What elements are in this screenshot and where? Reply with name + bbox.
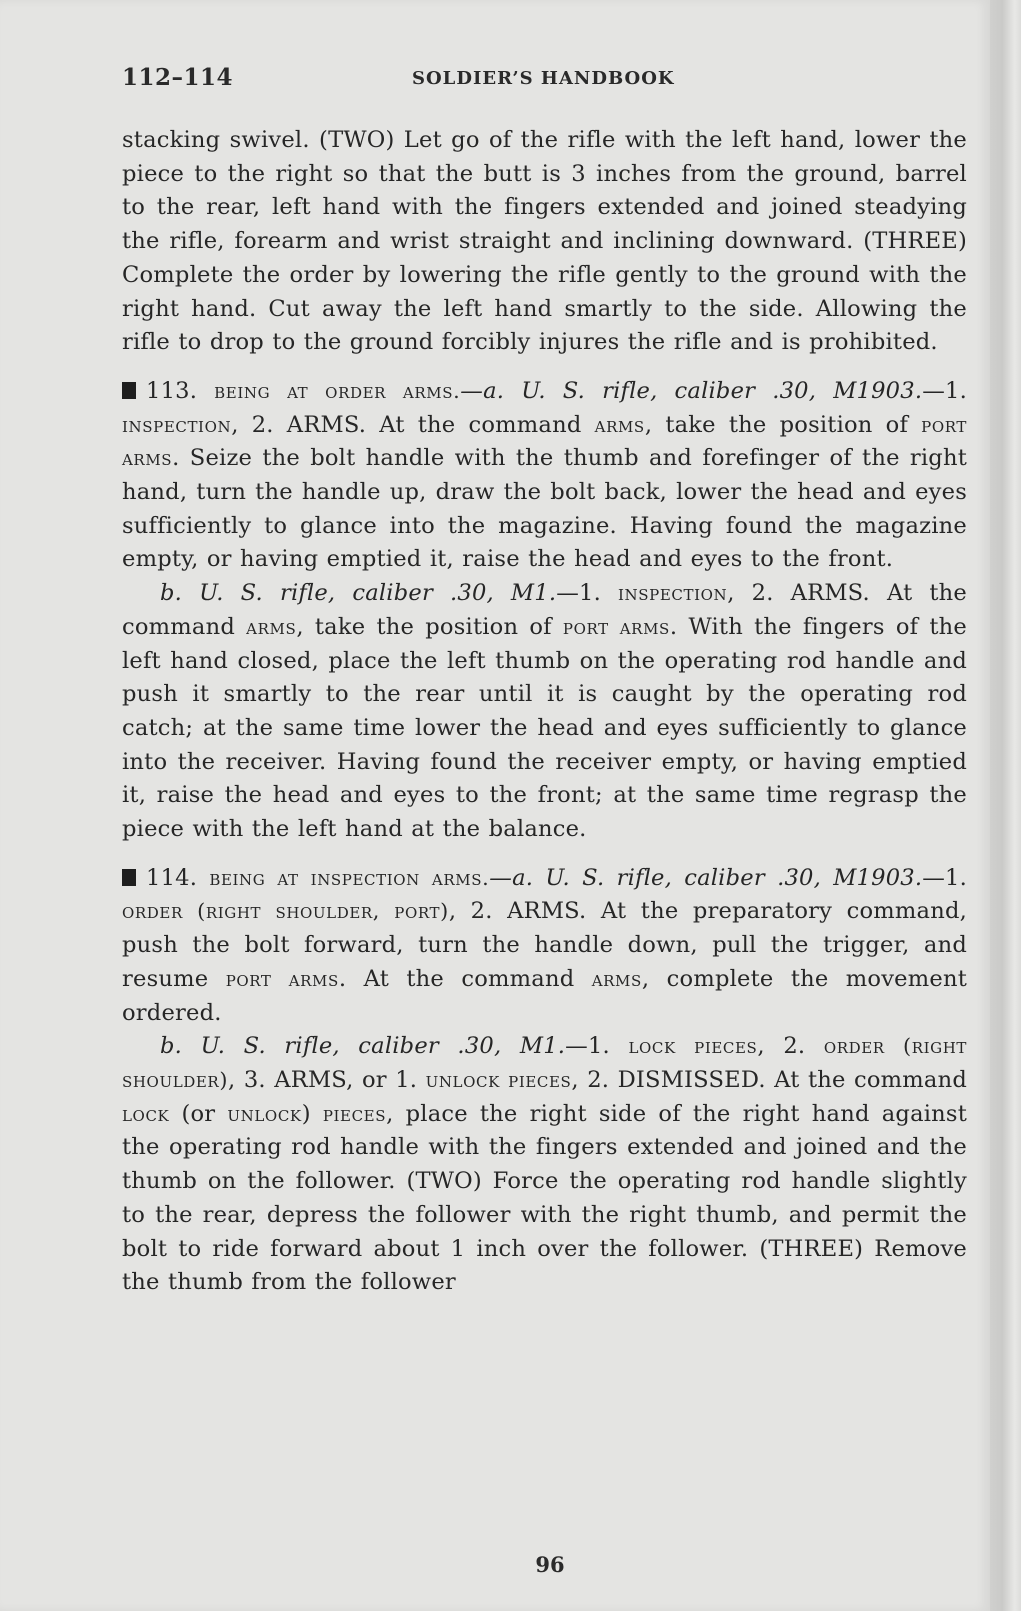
page-edge (990, 0, 1021, 1611)
subsection-label: —a. U. S. rifle, caliber .30, M1903. (489, 864, 923, 891)
command-text: lock pieces (628, 1034, 758, 1059)
command-text: inspection (618, 581, 728, 606)
section-114-a: 114. being at inspection arms.—a. U. S. rifle, caliber .30, M1903.—1. order (right shoulder, port), 2. ARMS. At the preparatory command, push the bolt forward, turn the handle down, pull the trigger, and resume port arms. At the command arms, complete the movement ordered. (122, 864, 967, 1026)
subsection-label: b. U. S. rifle, caliber .30, M1. (160, 1033, 566, 1060)
section-marker-icon (122, 869, 136, 886)
section-113-a: 113. being at order arms.—a. U. S. rifle, caliber .30, M1903.—1. inspection, 2. ARMS. At the command arms, take the position of port arms. Seize the bolt handle with the thumb and forefinger of the right hand, turn the handle up, draw the bolt back, lower the head and eyes sufficiently to glance into the magazine. Having found the magazine empty, or having emptied it, raise the head and eyes to the front. (122, 377, 967, 573)
command-text: order (right shoulder) (122, 1034, 968, 1092)
command-text: unlock pieces (425, 1067, 572, 1092)
section-number: 114. (146, 864, 198, 891)
body-text (122, 124, 967, 1300)
section-title: being at order arms. (214, 378, 461, 403)
command-text: port arms (122, 412, 967, 471)
section-number: 113. (146, 377, 198, 404)
command-text: arms (594, 412, 645, 437)
paragraph-continued: stacking swivel. (TWO) Let go of the rifle with the left hand, lower the piece to the right so that the butt is 3 inches from the ground, barrel to the rear, left hand with the fingers extended and joined steadying the rifle, forearm and wrist straight and inclining downward. (THREE) Complete the order by lowering the rifle gently to the ground with the right hand. Cut away the left hand smartly to the side. Allowing the rifle to drop to the ground forcibly injures the rifle and is prohibited. (122, 127, 967, 356)
page-number: 96 (535, 1552, 565, 1577)
subsection-label: —a. U. S. rifle, caliber .30, M1903. (460, 377, 923, 404)
command-text: pieces (322, 1101, 387, 1126)
command-text: order (right shoulder, port) (122, 899, 449, 924)
command-text: arms (591, 966, 642, 991)
page-header (122, 64, 962, 94)
running-title: SOLDIER’S HANDBOOK (412, 68, 675, 89)
command-text: port arms (225, 966, 339, 991)
section-title: being at inspection arms. (209, 865, 490, 890)
command-text: inspection (122, 412, 232, 437)
command-text: lock (122, 1101, 170, 1126)
section-113-b: b. U. S. rifle, caliber .30, M1.—1. inspection, 2. ARMS. At the command arms, take the position of port arms. With the fingers of the left hand closed, place the left thumb on the operating rod handle and push it smartly to the rear until it is caught by the operating rod catch; at the same time lower the head and eyes sufficiently to glance into the receiver. Having found the receiver empty, or having emptied it, raise the head and eyes to the front; at the same time regrasp the piece with the left hand at the balance. (122, 580, 967, 843)
command-text: unlock (227, 1101, 302, 1126)
command-text: arms (246, 614, 297, 639)
section-marker-icon (122, 382, 136, 399)
subsection-label: b. U. S. rifle, caliber .30, M1. (160, 580, 557, 607)
section-114-b: b. U. S. rifle, caliber .30, M1.—1. lock pieces, 2. order (right shoulder), 3. ARMS, or 1. unlock pieces, 2. DISMISSED. At the command lock (or unlock) pieces, place the right side of the right hand against the operating rod handle with the fingers extended and joined and the thumb on the follower. (TWO) Force the operating rod handle slightly to the rear, depress the follower with the right thumb, and permit the bolt to ride forward about 1 inch over the follower. (THREE) Remove the thumb from the follower (122, 1033, 968, 1296)
section-range: 112–114 (122, 64, 234, 91)
command-text: port arms (562, 614, 670, 639)
